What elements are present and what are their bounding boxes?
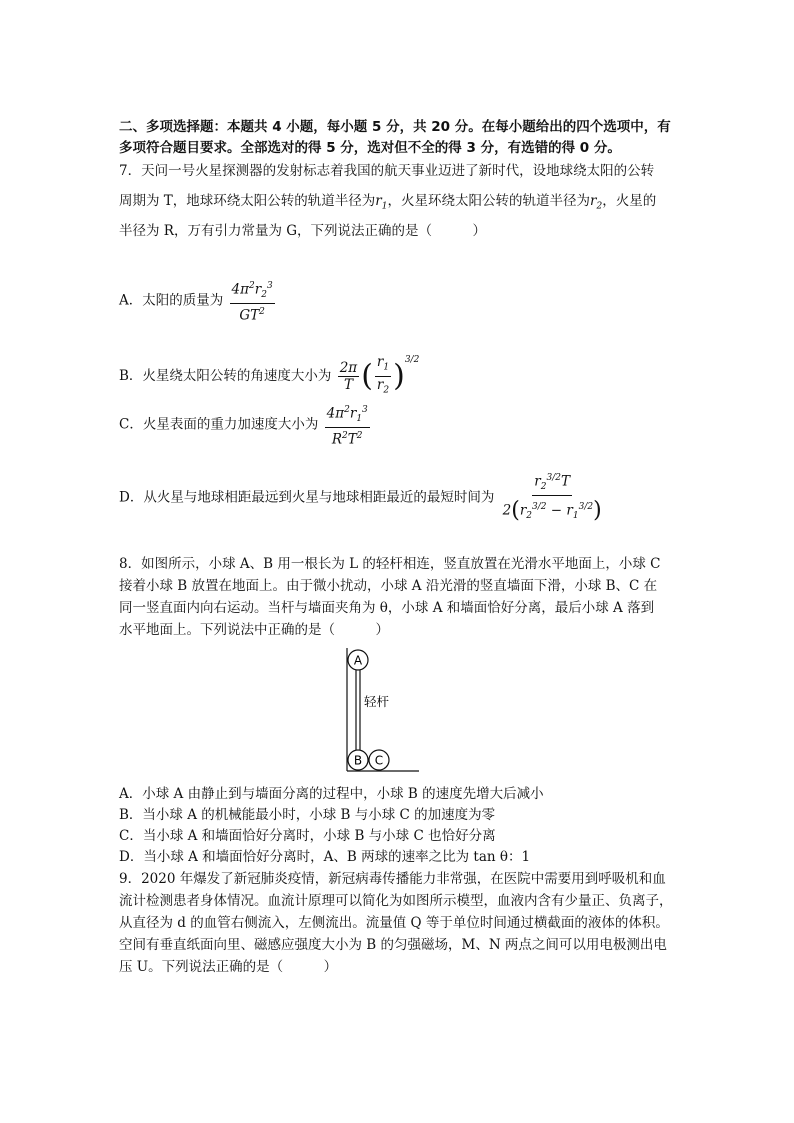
q8-line2: 接着小球 B 放置在地面上。由于微小扰动，小球 A 沿光滑的竖直墙面下滑，小球 B、C 在: [119, 578, 658, 594]
q8-line3: 同一竖直面内向右运动。当杆与墙面夹角为 θ，小球 A 和墙面恰好分离，最后小球 A 落到: [119, 600, 655, 616]
section-heading-line2: 多项符合题目要求。全部选对的得 5 分，选对但不全的得 3 分，有选错的得 0 分。: [119, 140, 621, 156]
q7-option-c: [119, 402, 372, 448]
q9-line2: 流计检测患者身体情况。血流计原理可以简化为如图所示模型，血液内含有少量正、负离子，: [119, 893, 673, 909]
q7-option-c-formula: $\frac{4\pi^2r_1^3}{R^2T^2}$: [325, 402, 370, 448]
q8-figure: [342, 648, 422, 774]
q7-option-d-formula: $\frac{r_2^{3/2}T}{2(r_2^{3/2} - r_1^{3/2})}$: [501, 470, 604, 526]
rod-label: 轻杆: [364, 694, 390, 709]
q7-line2: 周期为 T，地球环绕太阳公转的轨道半径为$r_1$，火星环绕太阳公转的轨道半径为$r_2$，火星的: [119, 193, 657, 212]
q7-line2-c: ，火星的: [602, 193, 657, 209]
q8-option-a: A．小球 A 由静止到与墙面分离的过程中，小球 B 的速度先增大后减小: [119, 786, 544, 802]
q7-option-b: B．火星绕太阳公转的角速度大小为 $\frac{2\pi}{T}$ ( $\frac{r_1}{r_2}$ )$^{3/2}$: [119, 354, 420, 396]
q8-option-d: D．当小球 A 和墙面恰好分离时，A、B 两球的速率之比为 tan θ：1: [119, 849, 531, 865]
q8-option-c: C．当小球 A 和墙面恰好分离时，小球 B 与小球 C 也恰好分离: [119, 828, 496, 844]
ball-b-label: B: [353, 753, 363, 768]
q7-line3: 半径为 R，万有引力常量为 G，下列说法正确的是（ ）: [119, 223, 487, 239]
q7-option-d: [119, 470, 606, 526]
q7-line1: 7．天问一号火星探测器的发射标志着我国的航天事业迈进了新时代，设地球绕太阳的公转: [119, 163, 655, 179]
q7-option-b-formula: $\frac{2\pi}{T}$: [339, 360, 358, 393]
section-heading-line1: 二、多项选择题：本题共 4 小题，每小题 5 分，共 20 分。在每小题给出的四个选项中，有: [119, 119, 671, 135]
q7-option-a-text: A．太阳的质量为: [119, 292, 224, 309]
q7-line2-b: ，火星环绕太阳公转的轨道半径为: [387, 193, 590, 209]
q8-line1: 8．如图所示，小球 A、B 用一根长为 L 的轻杆相连，竖直放置在光滑水平地面上，小球 C: [119, 556, 661, 572]
q7-option-a-formula: $\frac{4\pi^2r_2^3}{GT^2}$: [230, 278, 275, 324]
ball-c-label: C: [374, 753, 384, 768]
q9-line3: 从直径为 d 的血管右侧流入，左侧流出。流量值 Q 等于单位时间通过横截面的液体的体积。: [119, 915, 669, 931]
q8-diagram: [342, 648, 422, 774]
q9-line5: 压 U。下列说法正确的是（ ）: [119, 959, 338, 975]
q7-option-c-text: C．火星表面的重力加速度大小为: [119, 416, 319, 433]
q9-line1: 9．2020 年爆发了新冠肺炎疫情，新冠病毒传播能力非常强，在医院中需要用到呼吸机和血: [119, 871, 666, 887]
q7-option-b-text: B．火星绕太阳公转的角速度大小为: [119, 368, 332, 384]
q9-line4: 空间有垂直纸面向里、磁感应强度大小为 B 的匀强磁场，M、N 两点之间可以用电极测出电: [119, 937, 667, 953]
q7-option-d-text: D．从火星与地球相距最远到火星与地球相距最近的最短时间为: [119, 489, 495, 506]
q8-line4: 水平地面上。下列说法中正确的是（ ）: [119, 622, 389, 638]
q7-line2-a: 周期为 T，地球环绕太阳公转的轨道半径为: [119, 193, 376, 209]
q8-option-b: B．当小球 A 的机械能最小时，小球 B 与小球 C 的加速度为零: [119, 807, 496, 823]
q7-option-a: [119, 278, 277, 324]
ball-a-label: A: [353, 653, 363, 668]
